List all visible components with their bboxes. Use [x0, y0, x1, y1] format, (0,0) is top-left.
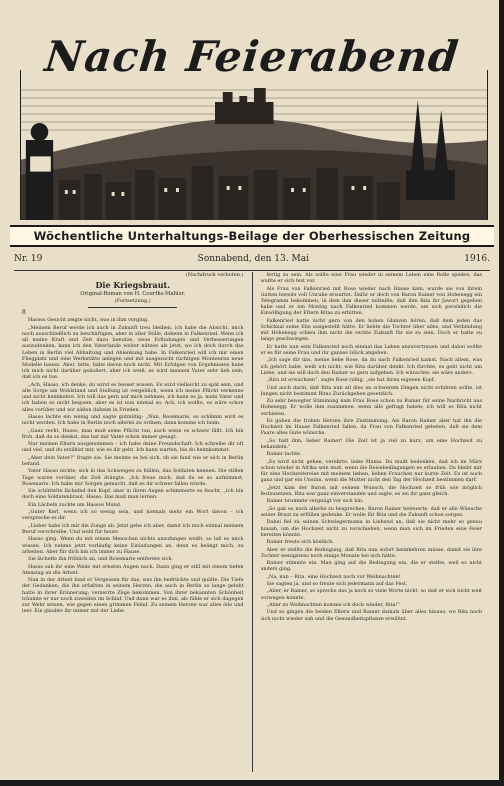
article-paragraph: „Jetzt kam der Baron mit seinem Wunsch, die Hochzeit so früh wie möglich festzusetzen. Rita war ganz einverstanden und sagte, es sei ihr ganz gleich. — [260, 484, 482, 497]
article-paragraph: „Lieber habe ich mir die Zunge ab. Jetzt gehe ich aber, damit ich mich einmal meinem Beruf verschreibe. Und wohl für heute. — [22, 522, 244, 535]
article-paragraph: „Ganz recht, Hasso, man muß seine Pflicht tun, auch wenn es schwer fällt. Ich bin froh, daß du so denkst, das hat mir Vater schon immer gesagt. — [22, 427, 244, 440]
issue-info-bar — [14, 254, 490, 271]
masthead-subtitle: Wöchentliche Unterhaltungs-Beilage der Oberhessischen Zeitung — [10, 225, 494, 247]
article-paragraph: Rainer stimmte ein. Man ging auf die Bedingung ein, die er stellte, weil es nicht anders ging. — [260, 560, 482, 573]
masthead-illustration — [20, 70, 488, 220]
issue-number: Nr. 19 — [14, 254, 43, 264]
article-paragraph: Und auch darin, daß Rita nun all dies an schwerem Dingen nicht erfahren sollte, ist Jungen nicht bestimmt Ritas Zurückgeben gesetzlich. — [260, 384, 482, 397]
continuation-note: (Fortsetzung.) — [114, 298, 151, 305]
article-paragraph: „Guter Kerl, wenn ich so wenig sein, und niemals mehr ein Wort davon – ich verspreche es dir. — [22, 509, 244, 522]
article-paragraph: Rainer freute sich köstlich. — [266, 539, 334, 546]
article-paragraph: „Aber dein Vater?“ fragte sie. Sie meinte es bei sich, ob sie fand wie er sich in Berlin befand. — [22, 454, 244, 467]
masthead — [20, 10, 484, 210]
article-paragraph: Rainer brummte vergnügt vor sich hin. — [266, 498, 364, 505]
left-column — [22, 272, 244, 772]
article-paragraph: Hasso ging. Wenn du mit einem Menschen nichts anzufangen weißt, so laß es mich wissen. Ich nehme jetzt vorläufig keine Einladungen an, denn es beängt mich, zu arbeiten. Aber für dich bin ich immer zu Hause. — [22, 536, 244, 555]
masthead-title: Nach Feierabend — [42, 32, 462, 81]
title-divider — [88, 307, 177, 308]
article-paragraph: Sie lächelte ihn fröhlich an, und Rosemarie entfernte sich. — [28, 556, 174, 563]
article-paragraph: Und so gingen die beiden Eltern und Rainer damals über alles hinaus, wo Rita noch sich nicht wieder sah und die Gesundheitspflanze erwähnt. — [260, 609, 482, 622]
article-paragraph: Als Frau von Falkenried mit Rose wieder nach Hause kam, wurde sie von ihrem Gatten bereits voll Unruhe erwartet. Dafür er doch von Baron Rainer von Hohenegg ein Telegramm bekommen, in dem ihm dieser mitteilte, daß ihm Rita ihr Jawort gegeben habe und er am Montag nach Falkenried kommen werde, um sich persönlich die Einwilligung der Eltern Ritas zu erbitten. — [260, 285, 482, 317]
article-paragraph: „So halt ihm, lieber Rainer! Die Zeit ist ja viel zu kurz, um eine Hochzeit zu behandeln.“ — [260, 437, 482, 450]
article-columns — [22, 272, 482, 772]
article-paragraph: Hassos Gesicht zeigte nicht, was in ihm vorging. — [28, 317, 149, 324]
article-paragraph: fertig zu sein. Als sollte eine Frau wieder in seinem Leben eine Rolle spielen, das wußte er sich fest vor. — [260, 272, 482, 285]
article-paragraph: Nur meinen Eltern ausgenommen – ich habe deine Freundschaft. Ich schreibe dir oft und viel, und du erzählst mir, wie es dir geht. Ich kann warten, bis du heimkommst. — [22, 441, 244, 454]
column-rule — [252, 272, 253, 772]
article-author: Original-Roman von H. Courths-Mahler. — [80, 291, 186, 298]
article-paragraph: Rainer lachte. — [266, 451, 302, 458]
right-column-body — [261, 272, 483, 622]
article-paragraph: Er hatte nun sein Falkenried noch einmal das Leben anzuvertrauen und dabei wollte er es für seine Frau und ihr ganzes Glück angehen. — [260, 343, 482, 356]
article-paragraph: „Aber zu Weihnachten komme ich doch wieder, Rita!“ — [266, 602, 400, 609]
article-paragraph: „Meinem Beruf werde ich auch in Zukunft treu bleiben, ich habe die Absicht, mich noch ausschließlich zu beschäftigen, aber in aller Stille, daheim in Falkenried. Wenn ich all meine Kraft und Zeit dazu benutze, neue Erfindungen und Verbesserungen auszudenken, kann ich den Vaterlande weiter nützen als jetzt, wo ich doch durch das Leben in Berlin viel Abhaltung und Ablenkung habe. In Falkenried will ich mir einen Fliegplatz und eine Werkstätte anlegen und mit ausgesucht tüchtigen Monteuren neue Modelle bauen. Aber, bitte, habe davon noch nicht. Mit Erfolgen von Ergebnissen habe ich mich nicht darüber geäußert, aber ich weiß, es wird meinem Vater sehr lieb sein, daß ich es tue. — [22, 324, 244, 381]
article-paragraph: Aber er stellte die Bedingung, daß Rita nun sofort heimkehren müsse, damit sie ihre Tochter wenigstens noch einige Monate bei sich hätte. — [260, 546, 482, 559]
article-paragraph: „Es wird nicht gehen, verehrte, liebe Mama. Du mußt bedenken, daß ich im März schon wieder in Afrika sein muß, wenn die Reisebedingungen es erlauben. Da bleibt mir für eine Hochzeitsreise mit meinem lieben, lieben Frauchen nur kurze Zeit. Es ist auch ganz und gar ein Unsinn, wenn die Mutter nicht den Tag der Hochzeit bestimmen darf. — [260, 458, 482, 484]
article-paragraph: Nun in der Arbeit fand er Vergessen für das, was ihn bedrückte und quälte. Die Tiefe der Gedanken, die ihn erfaßten in seinem Herzen, die auch in Berlin so lange gelebt hatte in ihrer Erinnerung; verzerrte Züge bekommen. Von ihrer bekannten Schönheit träumte er nur noch zuweilen im Schlaf. Und dann war es ihm, als fühle er sich dagegen zur Wehr setzen, wie gegen einen grimmen Feind. Zu seinem Herzen war alles öde und leer. Ein glaubte ihr immer mit der Liebe — [22, 577, 244, 615]
article-paragraph: Dabei fiel zu seinen Schwiegermama in Liebend an, daß sie nicht mehr so genau hinsah, um die Hochzeit nicht zu verschieben, wenn man sich im Frieden eine Feier bereiten könnte. — [260, 519, 482, 538]
article-paragraph: Ein Lächeln zuckte um Hassos Mund. — [28, 501, 122, 508]
article-paragraph: „Ich sage dir das, meine liebe Rose, da du nach Falkenried kamst. Nach allem, was ich gehört habe, weiß ich nicht, wie Rita darüber denkt. Ich fürchte, es geht nicht um Liebe, und sie will doch den Rainer so gern aufgeben. Ich wünschte, sie wäre anders. — [260, 357, 482, 376]
article-paragraph: „So gab es noch allerlei zu besprechen. Baron Rainer beteuerte, daß er alle Wünsche seiner Braut zu erfüllen gedenke. Er wolle für Rita und die Zukunft schon sorgen. — [260, 505, 482, 518]
article-paragraph: „Rita ist erwachsen“, sagte Rose ruhig, „sie hat ihren eigenen Kopf. — [266, 377, 436, 384]
article-title: Die Kriegsbraut. — [95, 280, 171, 291]
issue-date: Sonnabend, den 13. Mai — [197, 254, 309, 264]
issue-year: 1916. — [464, 254, 490, 264]
article-paragraph: Falkenried hatte nicht gern von den hohen Glanzen hören, daß dem jeden das Schicksal seine Ehe ausgestellt hätte. Er liebte die Tochter über alles, und Verbindung mit Hohenegg schien ihm nicht die rechte Zukunft für sie zu sein. Doch er hatte zu lange geschwiegen. — [260, 317, 482, 343]
reprint-note: (Nachdruck verboten.) — [185, 272, 244, 278]
article-paragraph: Vater Hasso nickte, sich in das Schweigen zu hüllen, das Soldaten kennen. Die stillen Tage waren vorüber, die Zeit drängte. „Ich freue mich, daß du es so aufnimmst, Rosemarie. Ich habe mir Sorgen gemacht, daß es dir schwer fallen würde. — [22, 468, 244, 487]
article-paragraph: Sie schüttelte lächelnd den Kopf, aber in ihren Augen schimmerte es feucht. „Ich bin doch eine Soldatenbraut, Hasso. Das muß man lernen. — [22, 488, 244, 501]
article-paragraph: Es gaben die frohen Herzen ihre Zustimmung. Als Baron Rainer aber hat ihn die Hochzeit im Hause Falkenried fallen, da Frau von Falkenried gebeten, daß sie dem Paare alles Gute wünsche. — [260, 417, 482, 437]
article-paragraph: „Aber, er Rainer, so spreche das ja noch so viele Worte nicht, so daß er sich nicht weit vorwagen konnte. — [260, 588, 482, 601]
article-paragraph: Sie sagten ja, und so freute sich jedermann auf das Fest. — [266, 581, 408, 588]
right-column — [261, 272, 483, 772]
article-paragraph: Hasso lachte ein wenig und sagte gutmütig: „Nun, Rosemarie, so schlimm wird es nicht werden. Ich habe in Berlin noch allerlei zu ordnen, dann komme ich heim. — [22, 414, 244, 427]
article-paragraph: Hasso sah ihr eine Weile mit ernsten Augen nach. Dann ging er still mit einem tiefen Atemzug an die Arbeit. — [22, 563, 244, 576]
left-column-body — [22, 317, 244, 614]
article-paragraph: „Na, nun – Rita, eine Hochzeit noch vor Weihnachten! — [266, 573, 401, 580]
chapter-number: 8 — [22, 309, 26, 317]
article-paragraph: Zu sehr bewegter Stimmung kam Frau Rose schon zu Rainer für seine Nachricht aus Hohenegg. Er wolle ihm zusammen, wenn alle gefragt haben; ich will es Rita nicht verbieten. — [260, 398, 482, 417]
article-paragraph: „Ach, Hasso, ich denke, du wirst es besser wissen. Es wird vielleicht zu spät sein, und alle Sorge um Wohlstand und Stellung ist vergeblich, wenn ich meine Pflicht verkenne und nicht heimkehre. Ich will das gern auf mich nehmen, ich kann es ja, mein Vater und ich haben es nicht bequem, aber es ist nun einmal so. Ach, ich wollte, es wäre schon alles vorüber und wir säßen daheim in Frieden. — [22, 381, 244, 413]
